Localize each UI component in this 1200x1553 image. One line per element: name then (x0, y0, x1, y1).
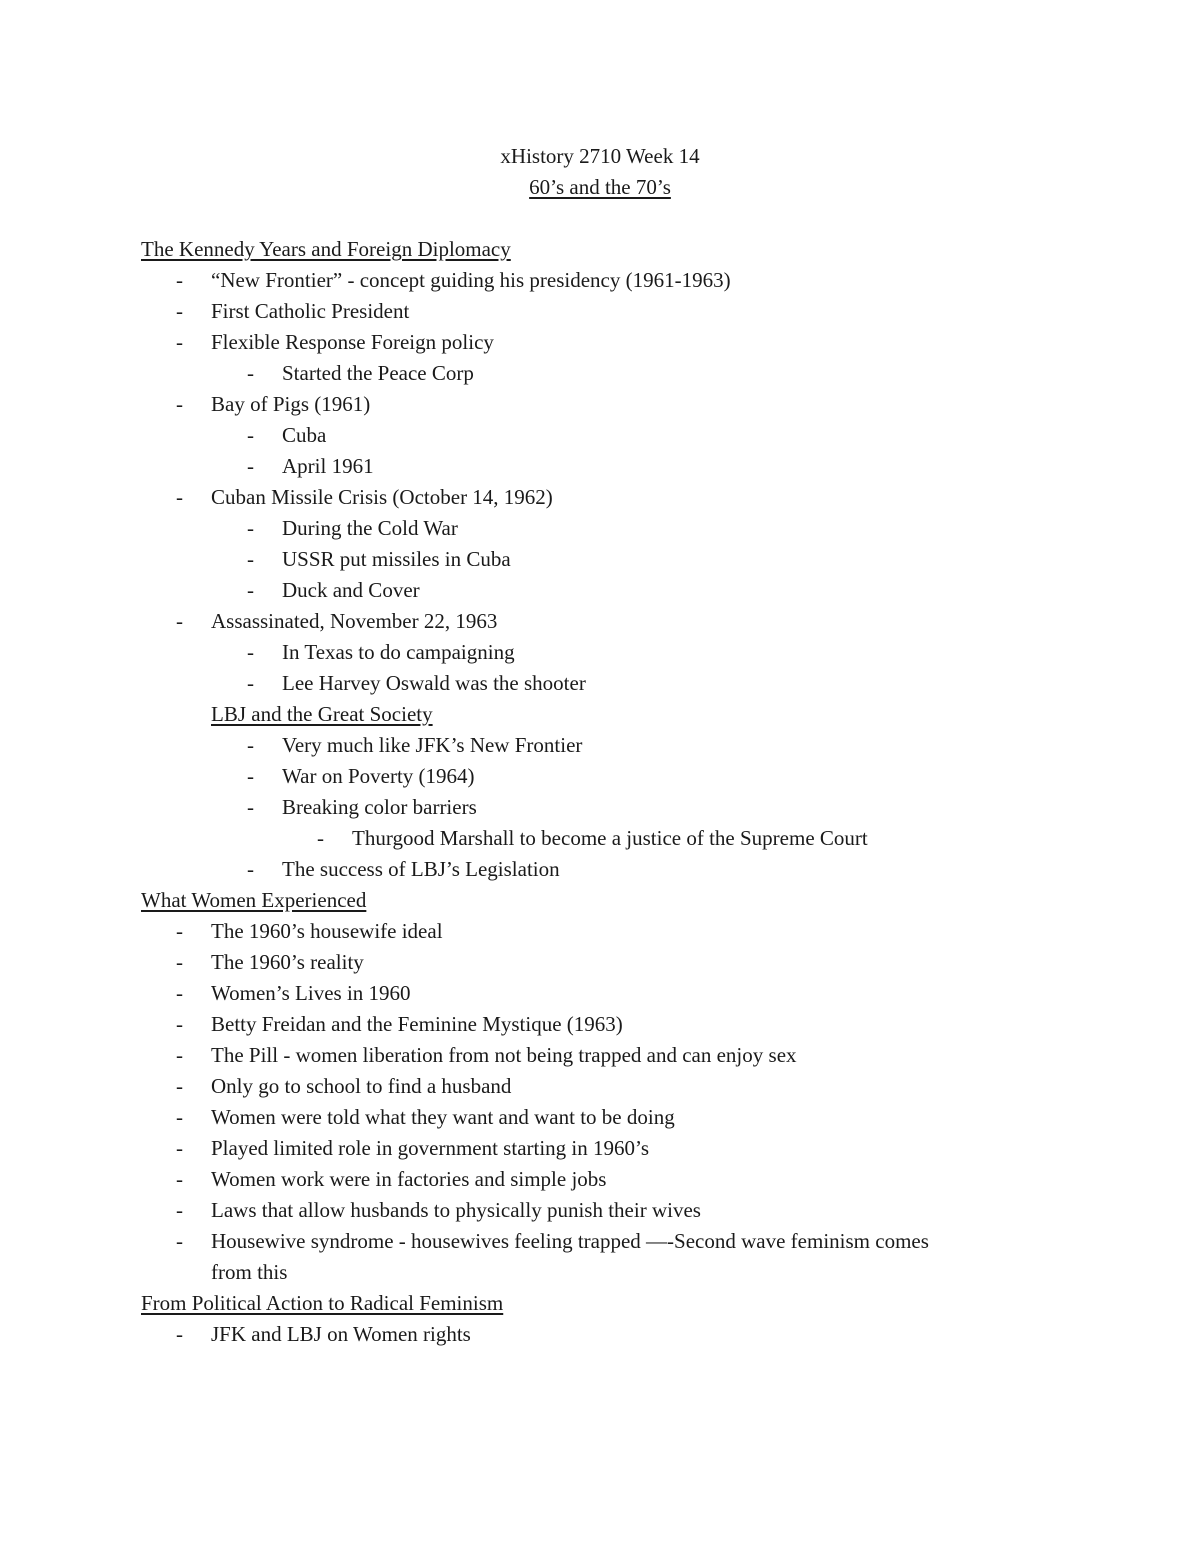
title-block (0, 141, 1200, 203)
list-item: - Lee Harvey Oswald was the shooter (247, 671, 586, 695)
list-item: - Played limited role in government starting in 1960’s (176, 1136, 650, 1160)
list-item: - The 1960’s reality (176, 950, 364, 974)
list-item: - Duck and Cover (247, 578, 420, 602)
list-item: - First Catholic President (176, 299, 410, 323)
list-item: - Flexible Response Foreign policy (176, 330, 494, 354)
notes-body (0, 234, 1200, 1350)
section-heading-women: What Women Experienced (141, 888, 367, 912)
list-item: - In Texas to do campaigning (247, 640, 515, 664)
document-title: xHistory 2710 Week 14 (500, 144, 700, 168)
list-item: - The success of LBJ’s Legislation (247, 857, 560, 881)
list-item: - Cuba (247, 423, 327, 447)
list-item: - Laws that allow husbands to physically punish their wives (176, 1198, 701, 1222)
list-item: - JFK and LBJ on Women rights (176, 1322, 471, 1346)
section-heading-lbj: LBJ and the Great Society (211, 702, 433, 726)
list-item: - Betty Freidan and the Feminine Mystique (1963) (176, 1012, 623, 1036)
list-item: - Started the Peace Corp (247, 361, 474, 385)
list-item: - Thurgood Marshall to become a justice of the Supreme Court (317, 826, 868, 850)
list-item: - Assassinated, November 22, 1963 (176, 609, 498, 633)
list-item: - The 1960’s housewife ideal (176, 919, 443, 943)
list-item: - USSR put missiles in Cuba (247, 547, 511, 571)
list-item: - April 1961 (247, 454, 374, 478)
section-heading-kennedy: The Kennedy Years and Foreign Diplomacy (141, 237, 511, 261)
list-item: - Women were told what they want and want to be doing (176, 1105, 675, 1129)
list-item: - Very much like JFK’s New Frontier (247, 733, 583, 757)
document-subtitle: 60’s and the 70’s (529, 175, 671, 199)
list-item: - “New Frontier” - concept guiding his presidency (1961-1963) (176, 268, 731, 292)
list-item-continuation: from this (211, 1260, 288, 1284)
list-item: - Cuban Missile Crisis (October 14, 1962) (176, 485, 553, 509)
list-item: - The Pill - women liberation from not being trapped and can enjoy sex (176, 1043, 797, 1067)
list-item: - During the Cold War (247, 516, 458, 540)
list-item: - Women’s Lives in 1960 (176, 981, 411, 1005)
list-item: - War on Poverty (1964) (247, 764, 475, 788)
list-item: - Housewive syndrome - housewives feeling trapped ––-Second wave feminism comes (176, 1229, 929, 1253)
list-item: - Breaking color barriers (247, 795, 477, 819)
section-heading-radical-feminism: From Political Action to Radical Feminism (141, 1291, 504, 1315)
list-item: - Only go to school to find a husband (176, 1074, 512, 1098)
list-item: - Women work were in factories and simple jobs (176, 1167, 607, 1191)
list-item: - Bay of Pigs (1961) (176, 392, 371, 416)
